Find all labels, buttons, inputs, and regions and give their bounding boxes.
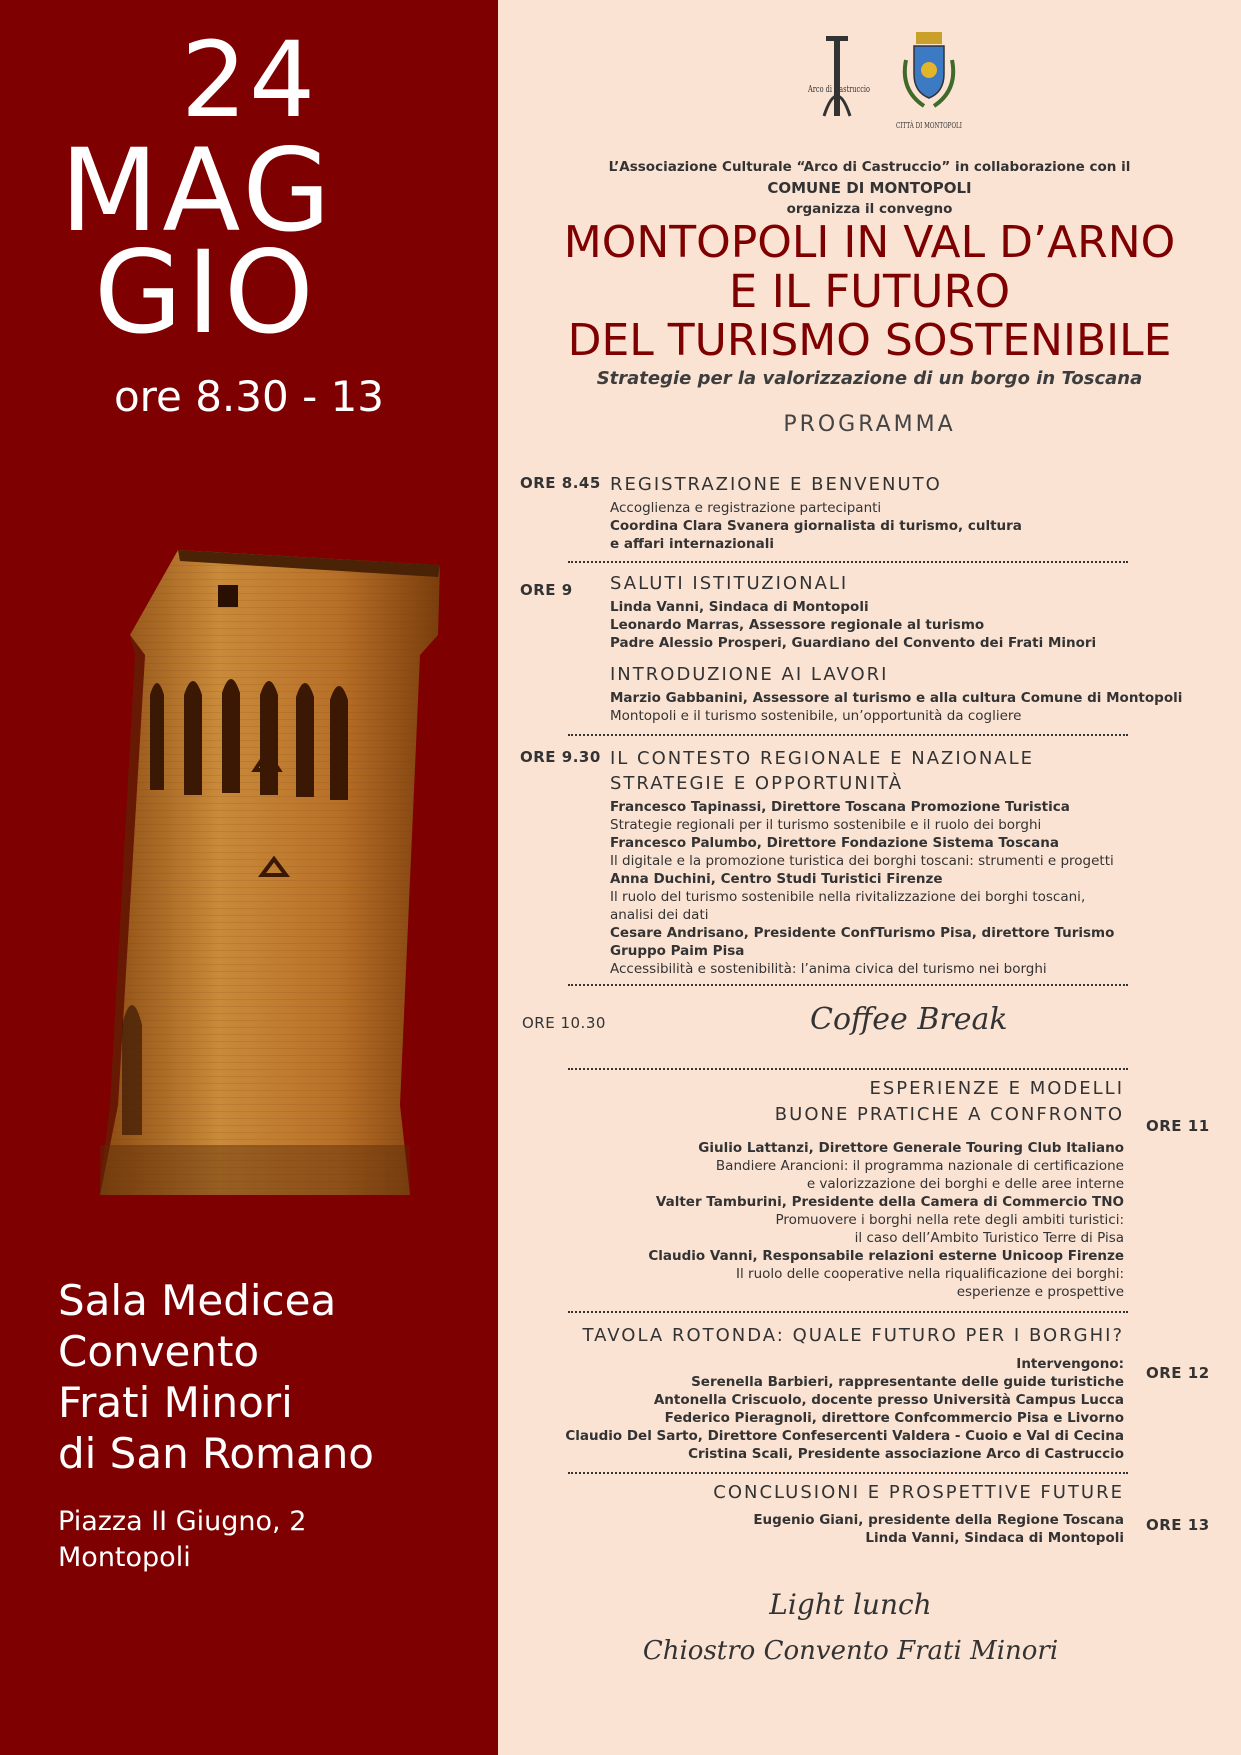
s4-line3: Francesco Palumbo, Direttore Fondazione Sistema Toscana (610, 835, 1059, 851)
event-month-line1: MAG (60, 124, 335, 257)
s5-line9: esperienze e prospettive (956, 1284, 1124, 1300)
time-s2: ORE 9 (520, 581, 573, 599)
section-title-greetings: SALUTI ISTITUZIONALI (610, 573, 849, 594)
section-body-greetings (610, 598, 1096, 652)
s2-line2: Leonardo Marras, Assessore regionale al turismo (610, 617, 985, 633)
montopoli-coat-of-arms (894, 30, 964, 140)
address-line2: Montopoli (58, 1542, 191, 1573)
section-body-experiences (648, 1139, 1124, 1301)
divider (568, 734, 1128, 736)
event-day: 24 (180, 19, 318, 141)
address-line1: Piazza II Giugno, 2 (58, 1506, 307, 1537)
event-month (60, 124, 335, 359)
logos (806, 30, 966, 140)
section-title-context-line2: STRATEGIE E OPPORTUNITÀ (610, 773, 904, 794)
s4-line8: Cesare Andrisano, Presidente ConfTurismo Pisa, direttore Turismo (610, 925, 1115, 941)
program-heading: PROGRAMMA (783, 412, 956, 437)
section-body-round-table (565, 1355, 1124, 1463)
section-body-registration (610, 499, 1022, 553)
s6-line2: Serenella Barbieri, rappresentante delle guide turistiche (691, 1374, 1124, 1390)
divider (568, 1068, 1128, 1070)
s6-line3: Antonella Criscuolo, docente presso Università Campus Lucca (653, 1392, 1124, 1408)
section-body-context (610, 798, 1114, 978)
s2-line1: Linda Vanni, Sindaca di Montopoli (610, 599, 869, 615)
s6-line5: Claudio Del Sarto, Direttore Confesercenti Valdera - Cuoio e Val di Cecina (565, 1428, 1124, 1444)
s5-line2: Bandiere Arancioni: il programma nazionale di certificazione (715, 1158, 1124, 1174)
divider (568, 561, 1128, 563)
s6-line6: Cristina Scali, Presidente associazione Arco di Castruccio (688, 1446, 1124, 1462)
intro-line2: COMUNE DI MONTOPOLI (767, 179, 972, 197)
light-lunch-location: Chiostro Convento Frati Minori (642, 1636, 1059, 1666)
venue-line4: di San Romano (58, 1429, 375, 1478)
section-body-conclusions (753, 1511, 1124, 1547)
intro-line3: organizza il convegno (786, 201, 953, 217)
venue-line2: Convento (58, 1327, 260, 1376)
venue-line3: Frati Minori (58, 1378, 293, 1427)
coffee-break-label: Coffee Break (810, 1002, 1008, 1037)
s6-line4: Federico Pieragnoli, direttore Confcommercio Pisa e Livorno (664, 1410, 1124, 1426)
section-title-context-line1: IL CONTESTO REGIONALE E NAZIONALE (610, 748, 1035, 769)
s3-line1: Marzio Gabbanini, Assessore al turismo e alla cultura Comune di Montopoli (610, 690, 1183, 706)
section-title-experiences-line2: BUONE PRATICHE A CONFRONTO (774, 1104, 1124, 1125)
time-s4: ORE 9.30 (520, 748, 601, 766)
event-subtitle: Strategie per la valorizzazione di un borgo in Toscana (596, 368, 1143, 389)
s5-line4: Valter Tamburini, Presidente della Camera di Commercio TNO (655, 1194, 1124, 1210)
event-month-line2: GIO (94, 226, 318, 359)
s2-line3: Padre Alessio Prosperi, Guardiano del Convento dei Frati Minori (610, 635, 1097, 651)
s4-line1: Francesco Tapinassi, Direttore Toscana Promozione Turistica (610, 799, 1070, 815)
s4-line5: Anna Duchini, Centro Studi Turistici Firenze (610, 871, 943, 887)
s1-line3: e affari internazionali (610, 536, 774, 552)
section-title-conclusions: CONCLUSIONI E PROSPETTIVE FUTURE (713, 1482, 1124, 1503)
s4-line2: Strategie regionali per il turismo sostenibile e il ruolo dei borghi (610, 817, 1042, 833)
venue-line1: Sala Medicea (58, 1276, 337, 1325)
intro-line1: L’Associazione Culturale “Arco di Castruccio” in collaborazione con il (608, 159, 1131, 175)
time-s6: ORE 12 (1146, 1364, 1210, 1382)
s5-line6: il caso dell’Ambito Turistico Terre di Pisa (854, 1230, 1124, 1246)
title-line3: DEL TURISMO SOSTENIBILE (567, 315, 1172, 366)
title-line2: E IL FUTURO (728, 265, 1011, 318)
venue-address (58, 1504, 306, 1576)
section-title-registration: REGISTRAZIONE E BENVENUTO (610, 474, 942, 495)
s5-line1: Giulio Lattanzi, Direttore Generale Touring Club Italiano (698, 1140, 1124, 1156)
divider (568, 1472, 1128, 1474)
s7-line2: Linda Vanni, Sindaca di Montopoli (865, 1530, 1124, 1546)
time-s5: ORE 11 (1146, 1117, 1210, 1135)
time-s7: ORE 13 (1146, 1516, 1210, 1534)
s5-line7: Claudio Vanni, Responsabile relazioni esterne Unicoop Firenze (648, 1248, 1124, 1264)
s1-line1: Accoglienza e registrazione partecipanti (610, 500, 882, 516)
s4-line9: Gruppo Paim Pisa (610, 943, 745, 959)
right-panel (498, 0, 1241, 1755)
section-title-experiences-line1: ESPERIENZE E MODELLI (869, 1078, 1124, 1099)
logo2-text: CITTÀ DI MONTOPOLI (896, 121, 962, 130)
event-hours: ore 8.30 - 13 (113, 372, 385, 421)
title-line1: MONTOPOLI IN VAL D’ARNO (563, 217, 1176, 268)
section-title-round-table: TAVOLA ROTONDA: QUALE FUTURO PER I BORGHI? (582, 1325, 1124, 1346)
s6-line1: Intervengono: (1016, 1356, 1124, 1372)
s4-line4: Il digitale e la promozione turistica dei borghi toscani: strumenti e progetti (610, 853, 1114, 869)
time-s1: ORE 8.45 (520, 474, 601, 492)
s4-line6: Il ruolo del turismo sostenibile nella rivitalizzazione dei borghi toscani, (610, 889, 1086, 905)
s1-line2: Coordina Clara Svanera giornalista di turismo, cultura (610, 518, 1022, 534)
time-break: ORE 10.30 (522, 1014, 606, 1032)
logo1-text: Arco di Castruccio (807, 85, 870, 95)
section-title-introduction: INTRODUZIONE AI LAVORI (610, 664, 889, 685)
section-body-introduction (610, 689, 1182, 725)
s3-line2: Montopoli e il turismo sostenibile, un’opportunità da cogliere (610, 708, 1022, 724)
s5-line8: Il ruolo delle cooperative nella riqualificazione dei borghi: (736, 1266, 1124, 1282)
s4-line7: analisi dei dati (610, 907, 709, 923)
venue-name (58, 1275, 374, 1479)
divider (568, 984, 1128, 986)
s4-line10: Accessibilità e sostenibilità: l’anima civica del turismo nei borghi (610, 961, 1047, 977)
s7-line1: Eugenio Giani, presidente della Regione Toscana (753, 1512, 1124, 1528)
divider (568, 1311, 1128, 1313)
intro-text (498, 157, 1241, 220)
tower-illustration (100, 545, 450, 1195)
left-panel (0, 0, 498, 1755)
event-title (498, 218, 1241, 365)
light-lunch-label: Light lunch (769, 1588, 932, 1621)
s5-line5: Promuovere i borghi nella rete degli ambiti turistici: (775, 1212, 1124, 1228)
arco-castruccio-logo (806, 30, 876, 130)
s5-line3: e valorizzazione dei borghi e delle aree interne (806, 1176, 1124, 1192)
